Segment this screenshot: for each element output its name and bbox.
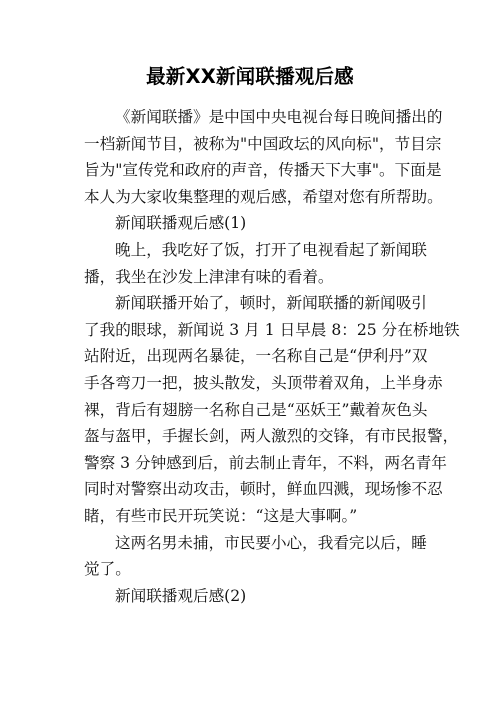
paragraph-2-line-1: 晚上，我吃好了饭，打开了电视看起了新闻联	[115, 240, 427, 259]
document-body	[84, 104, 460, 609]
paragraph-3-line-6: 盔与盔甲，手握长剑，两人激烈的交锋，有市民报警，	[84, 427, 459, 446]
paragraph-3-line-3: 站附近，出现两名暴徒，一名称自己是“伊利丹”双	[84, 347, 428, 366]
paragraph-1-line-1: 《新闻联播》是中国中央电视台每日晚间播出的	[115, 108, 443, 126]
paragraph-3-line-4: 手各弯刀一把，披头散发，头顶带着双角，上半身赤	[84, 373, 443, 392]
section-heading-2: 新闻联播观后感(2)	[115, 586, 247, 605]
paragraph-3-line-1: 新闻联播开始了，顿时，新闻联播的新闻吸引	[115, 294, 427, 313]
page-title: 最新XX新闻联播观后感	[146, 65, 354, 88]
paragraph-3-line-9: 睹，有些市民开玩笑说：“这是大事啊。”	[84, 506, 358, 525]
paragraph-3-line-8: 同时对警察出动攻击，顿时，鲜血四溅，现场惨不忍	[84, 480, 443, 499]
paragraph-3-line-2: 了我的眼球，新闻说 3 月 1 日早晨 8：25 分在桥地铁	[84, 320, 460, 339]
paragraph-4-line-1: 这两名男未捕，市民要小心，我看完以后，睡	[115, 533, 427, 552]
paragraph-1-line-3: 旨为"宣传党和政府的声音，传播天下大事"。下面是	[84, 161, 442, 180]
paragraph-3-line-5: 裸，背后有翅膀一名称自己是“巫妖王”戴着灰色头	[84, 400, 428, 419]
paragraph-4-line-2: 觉了。	[84, 560, 131, 579]
paragraph-2-line-2: 播，我坐在沙发上津津有味的看着。	[84, 267, 334, 286]
paragraph-3-line-7: 警察 3 分钟感到后，前去制止青年，不料，两名青年	[84, 453, 447, 472]
paragraph-1-line-2: 一档新闻节目，被称为"中国政坛的风向标"，节目宗	[84, 134, 442, 153]
paragraph-1-line-4: 本人为大家收集整理的观后感，希望对您有所帮助。	[84, 187, 443, 206]
section-heading-1: 新闻联播观后感(1)	[115, 214, 247, 233]
